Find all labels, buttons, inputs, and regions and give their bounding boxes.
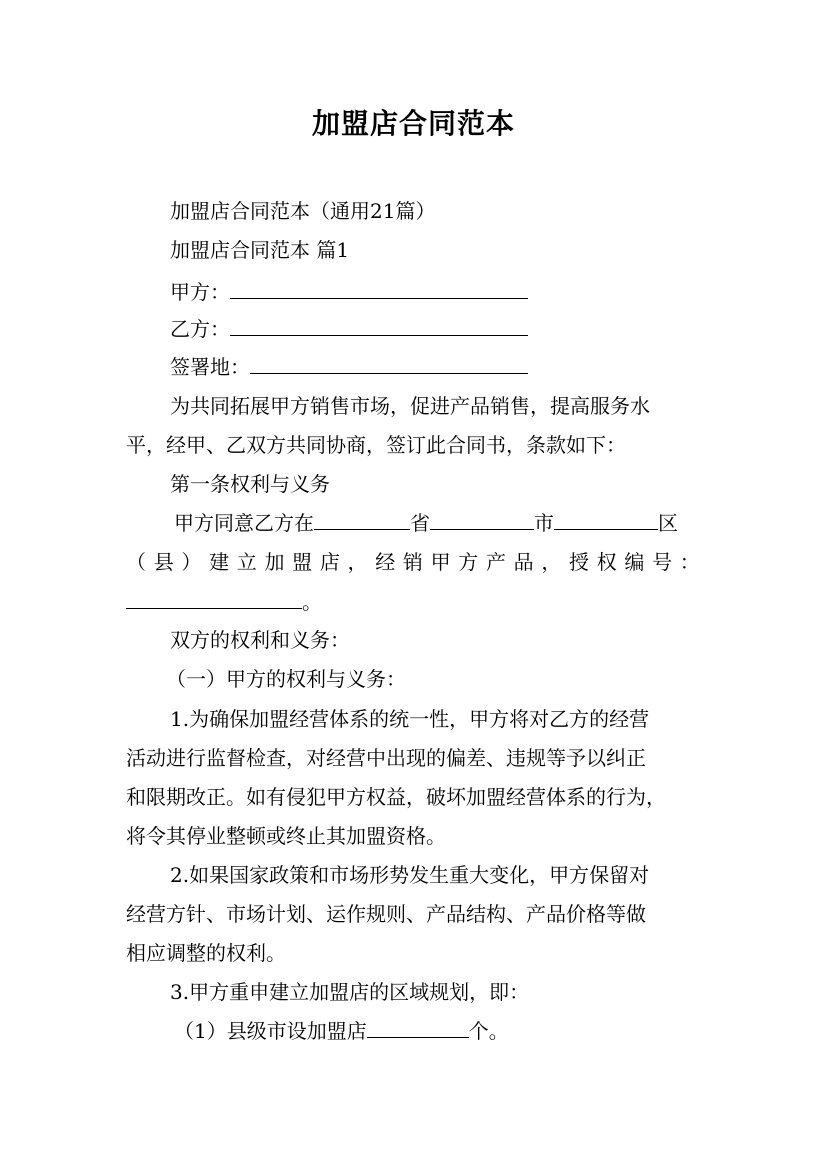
article1-line-2-char: 方 — [458, 550, 479, 574]
article1-line-2-char: 销 — [402, 550, 423, 574]
intro-line-2: 平，经甲、乙双方共同协商，签订此合同书，条款如下： — [126, 433, 626, 457]
rights-heading: 双方的权利和义务： — [170, 628, 350, 652]
sign-place-label: 签署地： — [170, 355, 250, 379]
sign-place-line — [170, 354, 528, 380]
article1-line-1 — [174, 510, 678, 536]
province-blank — [314, 511, 410, 530]
article1-line-2-char: 立 — [236, 550, 257, 574]
article1-line-2-char: 店 — [319, 550, 340, 574]
document-subtitle: 加盟店合同范本（通用21篇） — [170, 199, 436, 223]
article1-text-c: 市 — [534, 511, 554, 535]
party-a-line — [170, 279, 528, 305]
city-blank — [430, 511, 534, 530]
county-store-count-blank — [367, 1019, 469, 1038]
article1-text-b: 省 — [410, 511, 430, 535]
article1-line-2-char: ： — [679, 550, 700, 574]
article1-line-3 — [126, 589, 322, 615]
article1-line-2-char: 加 — [264, 550, 285, 574]
article1-line-2-char: 县 — [153, 550, 174, 574]
party-b-line — [170, 316, 528, 342]
item3-line-1: 3.甲方重申建立加盟店的区域规划，即： — [170, 980, 530, 1004]
article1-line-2 — [126, 549, 700, 575]
party-a-rights-heading: （一）甲方的权利与义务： — [166, 667, 406, 691]
party-a-blank — [230, 280, 528, 299]
intro-line-1: 为共同拓展甲方销售市场，促进产品销售，提高服务水 — [170, 394, 650, 418]
party-b-label: 乙方： — [170, 317, 230, 341]
article1-line-2-char: 号 — [652, 550, 673, 574]
item3-sub1-end: 个。 — [468, 1019, 509, 1043]
item2-line-1: 2.如果国家政策和市场形势发生重大变化，甲方保留对 — [170, 863, 650, 887]
document-title: 加盟店合同范本 — [311, 107, 515, 140]
sign-place-blank — [250, 355, 528, 374]
article1-line-2-char: 授 — [569, 550, 589, 574]
article1-line-2-char: 产 — [485, 550, 506, 574]
article1-line-2-char: 编 — [624, 550, 645, 574]
article1-line-2-char: 盟 — [292, 550, 313, 574]
item1-line-1: 1.为确保加盟经营体系的统一性，甲方将对乙方的经营 — [170, 707, 650, 731]
article1-line-2-char: 建 — [209, 550, 230, 574]
item2-line-2: 经营方针、市场计划、运作规则、产品结构、产品价格等做 — [126, 902, 646, 926]
item1-line-2: 活动进行监督检查，对经营中出现的偏差、违规等予以纠正 — [126, 746, 646, 770]
article1-heading: 第一条权利与义务 — [170, 472, 330, 496]
article1-line-2-char: 经 — [375, 550, 396, 574]
article1-line-2-char: ） — [181, 550, 202, 574]
item3-sub1-text: （1）县级市设加盟店 — [174, 1019, 367, 1043]
article1-line-2-char: ， — [347, 550, 368, 574]
item1-line-4: 将令其停业整顿或终止其加盟资格。 — [126, 824, 446, 848]
item2-line-3: 相应调整的权利。 — [126, 941, 286, 965]
article1-text-a: 甲方同意乙方在 — [174, 511, 314, 535]
item3-sub1 — [174, 1018, 509, 1044]
section-heading: 加盟店合同范本 篇1 — [170, 238, 350, 262]
article1-line-2-char: 甲 — [430, 550, 451, 574]
item1-line-3: 和限期改正。如有侵犯甲方权益，破坏加盟经营体系的行为， — [126, 785, 666, 809]
article1-line-3-end: 。 — [302, 590, 322, 614]
article1-line-2-char: 权 — [596, 550, 617, 574]
authorization-number-blank — [126, 590, 302, 609]
article1-line-2-char: ， — [541, 550, 562, 574]
article1-text-d: 区 — [658, 511, 678, 535]
article1-line-2-char: 品 — [513, 550, 534, 574]
party-b-blank — [230, 317, 528, 336]
party-a-label: 甲方： — [170, 280, 230, 304]
article1-line-2-char: （ — [126, 550, 146, 574]
district-blank — [554, 511, 658, 530]
